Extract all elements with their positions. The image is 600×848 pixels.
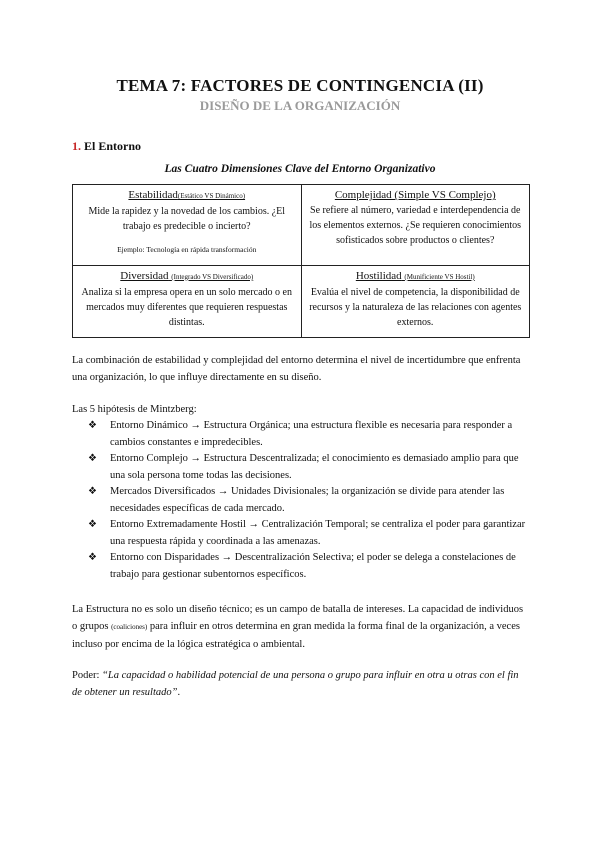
list-item: ❖ Entorno Dinámico → Estructura Orgánica; una estructura flexible es necesaria para responder a cambios constantes e impredecibles. <box>88 420 513 448</box>
table-caption: Las Cuatro Dimensiones Clave del Entorno Organizativo <box>164 163 436 175</box>
power-quote: “La capacidad o habilidad potencial de una persona o grupo para influir en otra u otras con el fin de obtener un resultado” <box>72 670 519 698</box>
table-cell-estabilidad <box>73 185 302 266</box>
cell-text: Evalúa el nivel de competencia, la disponibilidad de recursos y la naturaleza de las relaciones con agentes externos. <box>309 286 522 328</box>
cell-text: Se refiere al número, variedad e interdependencia de los elementos externos. ¿Se requieren conocimientos sofisticados sobre productos o clientes? <box>309 205 522 246</box>
page-title: TEMA 7: FACTORES DE CONTINGENCIA (II) <box>116 76 484 95</box>
list-item: ❖ Mercados Diversificados → Unidades Divisionales; la organización se divide para atender las necesidades específicas de cada mercado. <box>88 486 505 514</box>
cell-heading: Estabilidad(Estático VS Dinámico) <box>128 189 246 201</box>
cell-heading: Hostilidad (Munificiente VS Hostil) <box>355 269 475 282</box>
paragraph-incertidumbre: La combinación de estabilidad y complejidad del entorno determina el nivel de incertidumbre que enfrenta una organización, lo que influye directamente en su diseño. <box>72 355 521 383</box>
section-title: El Entorno <box>84 139 142 153</box>
power-label: Poder: <box>72 670 103 681</box>
section-heading <box>72 139 141 154</box>
cell-text: Mide la rapidez y la novedad de los cambios. ¿El trabajo es predecible o incierto? <box>88 206 286 232</box>
cell-heading: Diversidad (Integrado VS Diversificado) <box>120 269 254 282</box>
diamond-bullet-icon: ❖ <box>88 420 97 431</box>
paragraph-estructura: La Estructura no es solo un diseño técnico; es un campo de batalla de intereses. La capacidad de individuos o grupos (coaliciones) para influir en otros determina en gran medida la forma final de la organización, a veces incluso por encima de la lógica estratégica o ambiental. <box>72 604 524 650</box>
page-subtitle: DISEÑO DE LA ORGANIZACIÓN <box>199 98 401 113</box>
list-item: ❖ Entorno Complejo → Estructura Descentralizada; el conocimiento es demasiado amplio para que una sola persona tome todas las decisiones. <box>88 453 519 481</box>
cell-heading: Complejidad (Simple VS Complejo) <box>334 189 496 201</box>
list-item: ❖ Entorno Extremadamente Hostil → Centralización Temporal; se centraliza el poder para garantizar una respuesta rápida y coordinada a las amenazas. <box>88 519 526 547</box>
cell-example: Ejemplo: Tecnología en rápida transformación <box>117 245 257 254</box>
hypotheses-intro: Las 5 hipótesis de Mintzberg: <box>72 404 197 415</box>
cell-text: Analiza si la empresa opera en un solo mercado o en mercados muy diferentes que requieren respuestas distintas. <box>81 286 292 328</box>
diamond-bullet-icon: ❖ <box>88 453 97 464</box>
list-item: ❖ Entorno con Disparidades → Descentralización Selectiva; el poder se delega a constelaciones de trabajo para gestionar subentornos específicos. <box>88 552 516 580</box>
dimensions-table <box>72 184 530 338</box>
table-cell-hostilidad <box>301 265 530 337</box>
hypotheses-list <box>72 418 530 583</box>
diamond-bullet-icon: ❖ <box>88 486 97 497</box>
diamond-bullet-icon: ❖ <box>88 519 97 530</box>
paragraph-poder: Poder: “La capacidad o habilidad potencial de una persona o grupo para influir en otra u otras con el fin de obtener un resultado”. <box>72 670 519 698</box>
section-number: 1. <box>72 139 81 153</box>
table-cell-diversidad <box>73 265 302 337</box>
table-cell-complejidad <box>301 185 530 266</box>
diamond-bullet-icon: ❖ <box>88 552 97 563</box>
